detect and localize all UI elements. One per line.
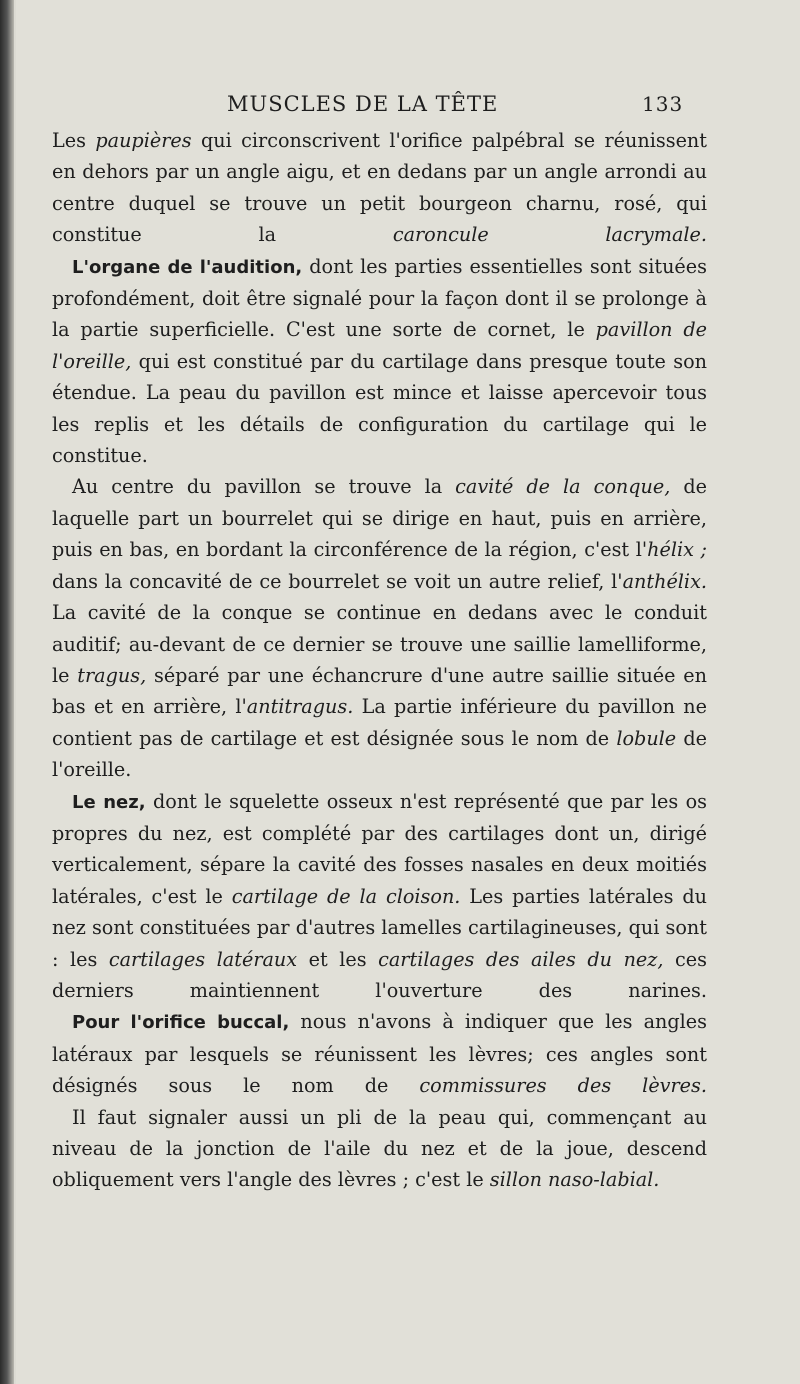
text-run: séparé par une échancrure d'une autre saillie située en bas et en arrière, l' (52, 663, 707, 719)
page-number: 133 (642, 92, 684, 116)
text-run: nous n'avons à indiquer que les angles latéraux par lesquels se réunissent les lèvres; ces angles sont désignés sous le nom de (52, 1010, 707, 1098)
term-lobule: lobule (616, 726, 677, 750)
text-run: de laquelle part un bourrelet qui se dirige en haut, puis en arrière, puis en bas, en bordant la circonférence de la région, c'est l' (52, 475, 707, 562)
term-helix: hélix ; (647, 538, 707, 562)
text-run: Les parties latérales du nez sont constituées par d'autres lamelles cartilagineuses, qui sont : les (52, 884, 708, 971)
text-run: dont le squelette osseux n'est représenté que par les os propres du nez, est complété par des cartilages dont un, dirigé verticalement, sépare la cavité des fosses nasales en deux moitiés latérales, c'est le (52, 789, 707, 908)
paragraph-audition (52, 251, 707, 472)
body-text (52, 125, 707, 1196)
term-commissures-levres: commissures des lèvres. (419, 1074, 707, 1098)
paragraph-paupieres (52, 125, 707, 251)
paragraph-orifice-buccal (52, 1006, 707, 1101)
text-run: ces derniers maintiennent l'ouverture des narines. (52, 947, 707, 1002)
paragraph-sillon (52, 1102, 707, 1196)
paragraph-nez (52, 786, 707, 1007)
text-run: La cavité de la conque se continue en dedans avec le conduit auditif; au-devant de ce dernier se trouve une saillie lamelliforme, le (52, 601, 707, 687)
paragraph-conque (52, 471, 707, 785)
term-paupieres: paupières (95, 129, 192, 152)
term-antitragus: antitragus. (246, 695, 354, 719)
text-run: Au centre du pavillon se trouve la (72, 475, 456, 499)
term-cartilages-ailes-nez: cartilages des ailes du nez, (378, 947, 664, 971)
term-sillon-naso-labial: sillon naso-labial. (489, 1168, 660, 1192)
term-cavite-conque: cavité de la conque, (455, 475, 671, 499)
book-binding-edge (0, 0, 14, 1384)
text-run: La partie inférieure du pavillon ne contient pas de cartilage et est désignée sous le nom de (52, 695, 707, 750)
text-run: qui circonscrivent l'orifice palpébral se réunissent en dehors par un angle aigu, et en dedans par un angle arrondi au centre duquel se trouve un petit bourgeon charnu, rosé, qui constitue la (52, 129, 707, 247)
term-cartilage-cloison: cartilage de la cloison. (231, 884, 461, 908)
heading-audition: L'organe de l'audition, (72, 256, 303, 278)
text-run: dont les parties essentielles sont situées profondément, doit être signalé pour la façon dont il se prolonge à la partie superficielle. C'est une sorte de cornet, le (52, 254, 707, 342)
term-tragus: tragus, (77, 663, 147, 687)
heading-orifice-buccal: Pour l'orifice buccal, (72, 1012, 290, 1034)
term-pavillon-oreille: pavillon de l'oreille, (52, 318, 707, 373)
term-anthelix: anthélix. (622, 569, 707, 593)
text-run: de l'oreille. (52, 726, 707, 782)
text-run: Il faut signaler aussi un pli de la peau qui, commençant au niveau de la jonction de l'aile du nez et de la joue, descend obliquement vers l'angle des lèvres ; c'est le (52, 1105, 707, 1192)
page-header (0, 92, 800, 120)
running-head: MUSCLES DE LA TÊTE (227, 92, 499, 116)
heading-nez: Le nez, (72, 791, 146, 813)
text-run: et les (297, 947, 379, 971)
term-caroncule-lacrymale: caroncule lacrymale. (392, 223, 707, 247)
text-run: dans la concavité de ce bourrelet se voit un autre relief, l' (52, 569, 623, 593)
term-cartilages-lateraux: cartilages latéraux (108, 947, 298, 971)
text-run: qui est constitué par du cartilage dans presque toute son étendue. La peau du pavillon est mince et laisse apercevoir tous les replis et les détails de configuration du cartilage qui le constitue. (52, 349, 707, 468)
text-run: Les (52, 129, 96, 152)
